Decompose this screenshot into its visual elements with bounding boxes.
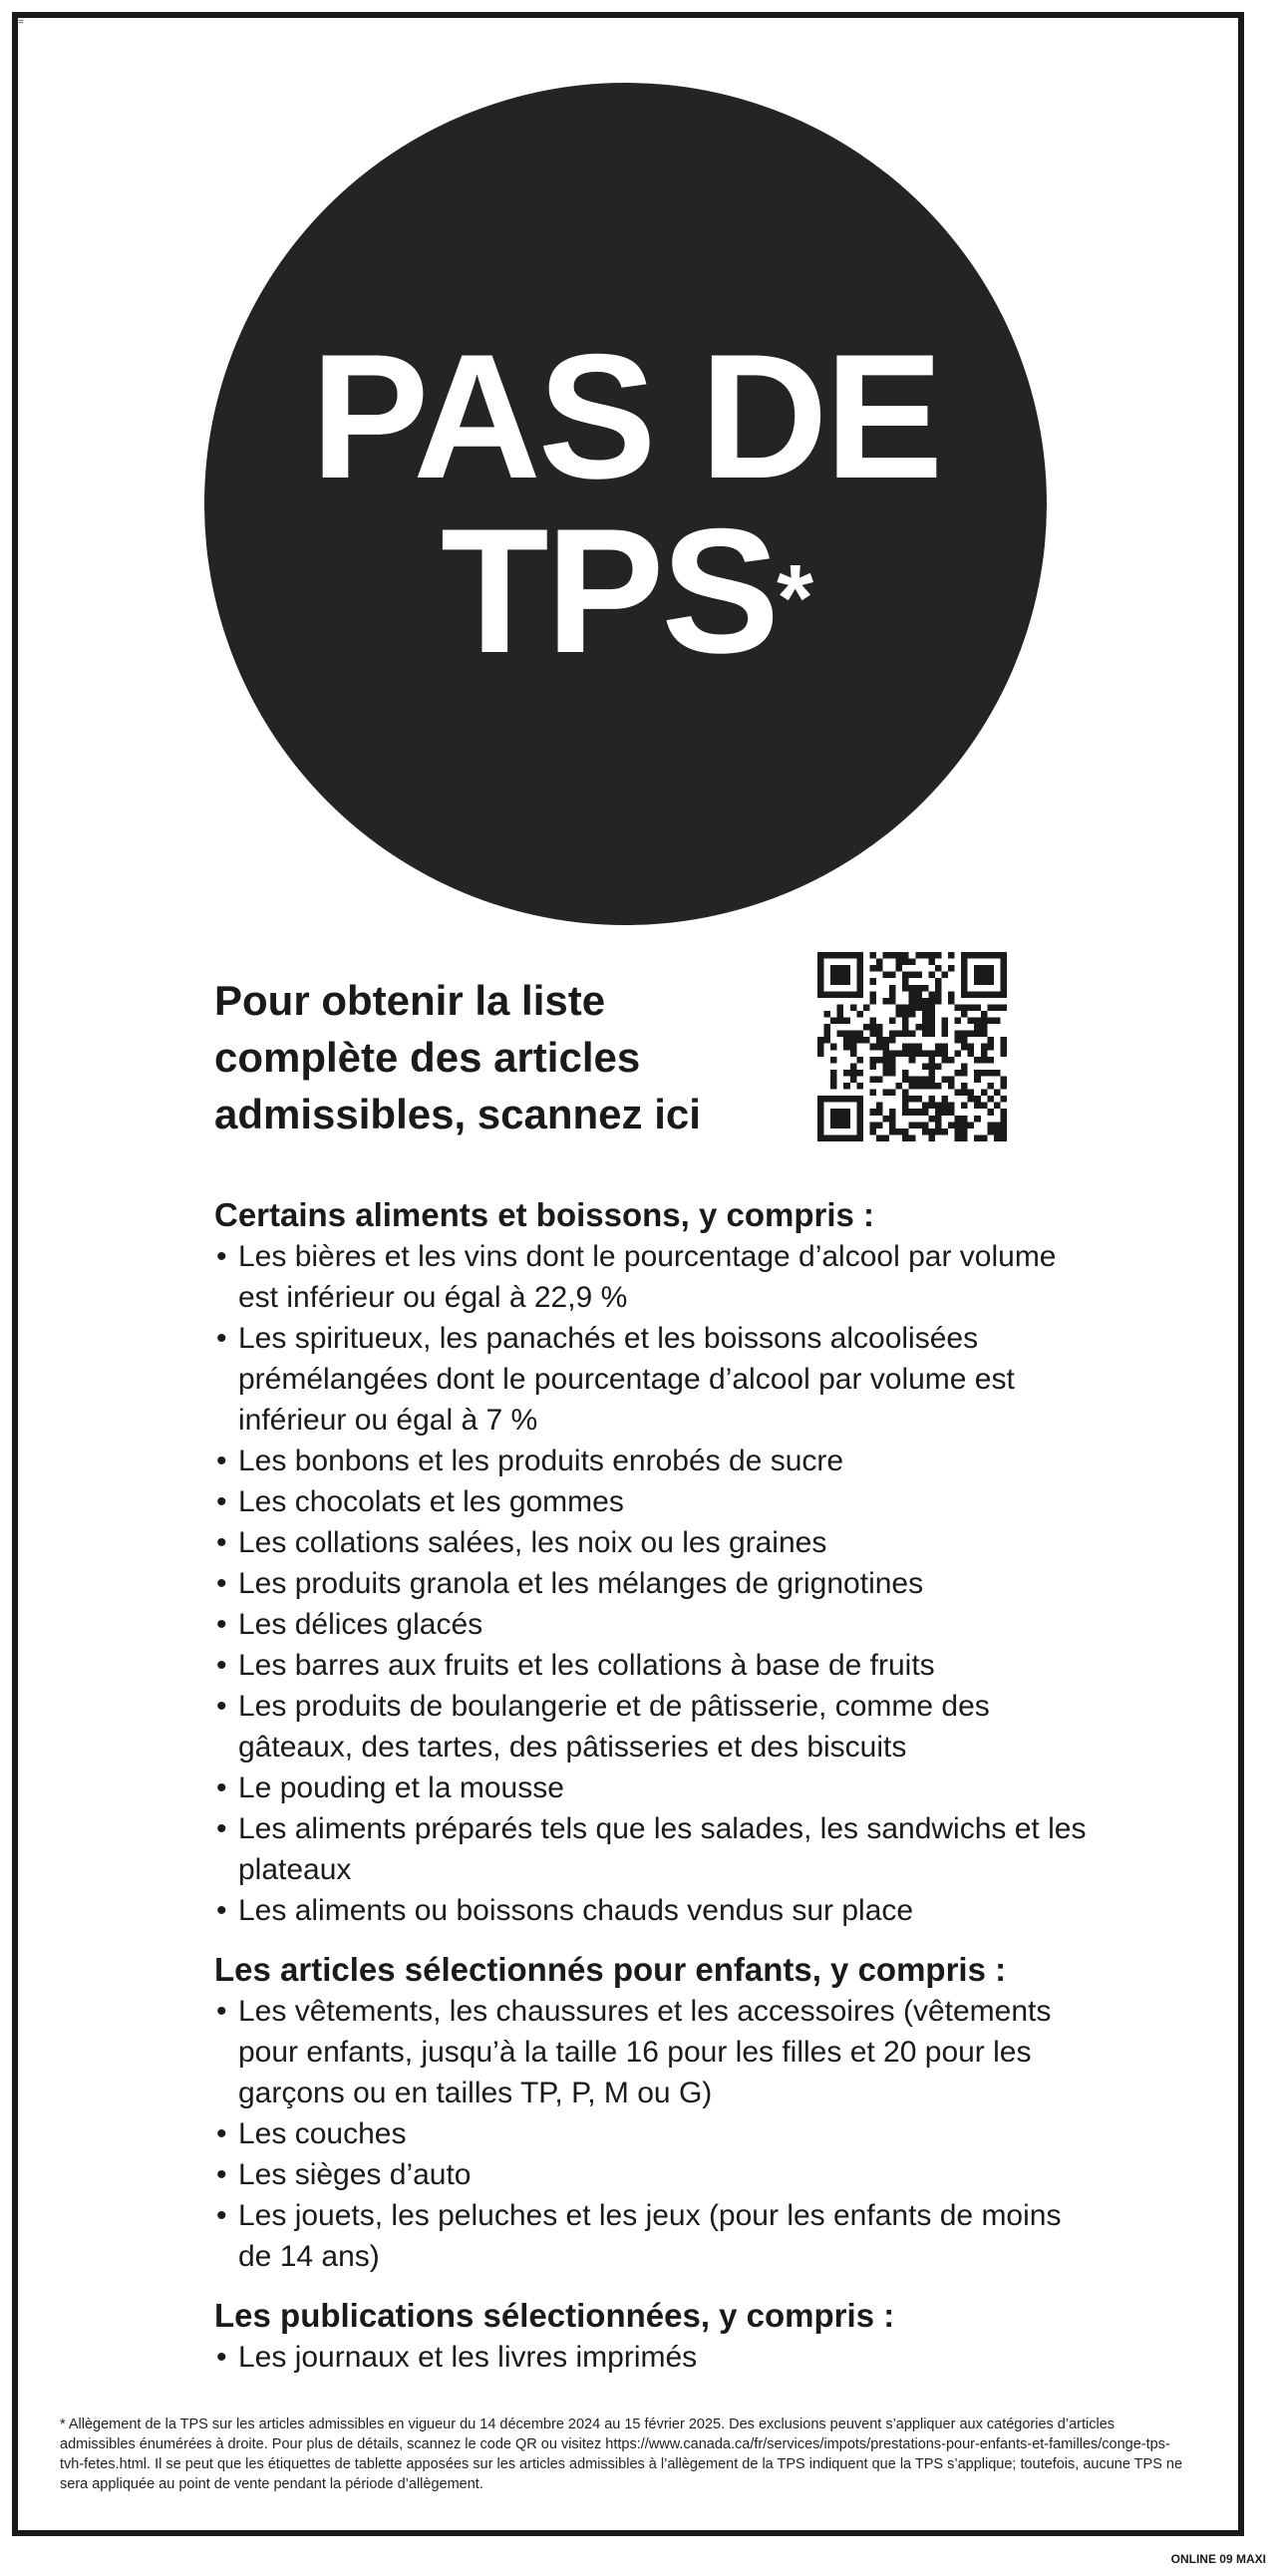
list-item-text: Le pouding et la mousse: [238, 1771, 564, 1804]
list-item: [214, 1522, 1092, 1563]
list-item-text: Les sièges d’auto: [238, 2158, 472, 2191]
list-item-text: Les bières et les vins dont le pourcentage d’alcool par volume est inférieur ou égal à 22,9 %: [238, 1240, 1057, 1314]
list-item-text: Les bonbons et les produits enrobés de sucre: [238, 1445, 844, 1477]
section-3: [214, 2295, 1092, 2378]
bullet-icon: •: [216, 1322, 227, 1355]
list-item: [214, 1604, 1092, 1645]
bullet-icon: •: [216, 1445, 227, 1477]
list-item-text: Les chocolats et les gommes: [238, 1485, 624, 1518]
item-list: [214, 1991, 1092, 2277]
list-item: [214, 1481, 1092, 1522]
headline-asterisk: *: [777, 545, 811, 651]
bullet-icon: •: [216, 1812, 227, 1845]
section-heading: Certains aliments et boissons, y compris :: [214, 1196, 875, 1233]
bullet-icon: •: [216, 1608, 227, 1641]
footnote: * Allègement de la TPS sur les articles admissibles en vigueur du 14 décembre 2024 au 15 février 2025. Des exclusions peuvent s’appliquer aux catégories d’articles admissibles énumérées à droite. Pour plus de détails, scannez le code QR ou visitez https://www.canada.ca/fr/services/impots/prestations-pour-enfants-et-familles/conge-tps-tvh-fetes.html. Il se peut que les étiquettes de tablette apposées sur les articles admissibles à l’allègement de la TPS indiquent que la TPS s’applique; toutefois, aucune TPS ne sera appliquée au point de vente pendant la période d’allègement.: [60, 2416, 1183, 2492]
list-item: [214, 1991, 1092, 2113]
list-item: [214, 1318, 1092, 1441]
scan-prompt: Pour obtenir la liste complète des articles admissibles, scannez ici: [214, 977, 701, 1137]
headline-line-1: PAS DE: [310, 317, 941, 515]
bullet-icon: •: [216, 2158, 227, 2191]
section-heading: Les articles sélectionnés pour enfants, y compris :: [214, 1951, 1007, 1988]
list-item: [214, 2337, 1092, 2378]
bullet-icon: •: [216, 1485, 227, 1518]
bullet-icon: •: [216, 2199, 227, 2232]
list-item: [214, 1236, 1092, 1318]
headline: [204, 317, 1047, 690]
list-item-text: Les spiritueux, les panachés et les boissons alcoolisées prémélangées dont le pourcentage d’alcool par volume est inférieur ou égal à 7 %: [238, 1322, 1015, 1437]
list-item: [214, 1768, 1092, 1808]
corner-mark: =: [18, 17, 24, 28]
bullet-icon: •: [216, 1771, 227, 1804]
headline-tps: TPS: [440, 491, 778, 690]
bullet-icon: •: [216, 1894, 227, 1927]
list-item: [214, 1890, 1092, 1931]
list-item-text: Les aliments préparés tels que les salades, les sandwichs et les plateaux: [238, 1812, 1087, 1886]
bullet-icon: •: [216, 1567, 227, 1600]
list-item: [214, 2154, 1092, 2195]
qr-code-icon[interactable]: [817, 952, 1007, 1141]
section-heading: Les publications sélectionnées, y compris :: [214, 2297, 895, 2334]
list-item-text: Les jouets, les peluches et les jeux (pour les enfants de moins de 14 ans): [238, 2199, 1062, 2273]
list-item-text: Les vêtements, les chaussures et les accessoires (vêtements pour enfants, jusqu’à la taille 16 pour les filles et 20 pour les garçons ou en tailles TP, P, M ou G): [238, 1995, 1052, 2109]
bullet-icon: •: [216, 2117, 227, 2150]
item-list: [214, 2337, 1092, 2378]
section-2: [214, 1949, 1092, 2277]
bullet-icon: •: [216, 1995, 227, 2028]
list-item-text: Les couches: [238, 2117, 407, 2150]
list-item: [214, 1441, 1092, 1481]
item-list: [214, 1236, 1092, 1931]
list-item: [214, 1808, 1092, 1890]
list-item-text: Les délices glacés: [238, 1608, 483, 1641]
qr-code-graphic: [817, 952, 1007, 1141]
list-item-text: Les aliments ou boissons chauds vendus sur place: [238, 1894, 914, 1927]
list-item-text: Les produits de boulangerie et de pâtisserie, comme des gâteaux, des tartes, des pâtisseries et des biscuits: [238, 1690, 990, 1764]
bullet-icon: •: [216, 1649, 227, 1682]
list-item-text: Les produits granola et les mélanges de grignotines: [238, 1567, 924, 1600]
bullet-icon: •: [216, 1690, 227, 1723]
edition-label: ONLINE 09 MAXI: [1170, 2552, 1266, 2566]
bullet-icon: •: [216, 1240, 227, 1273]
list-item: [214, 1563, 1092, 1604]
list-item: [214, 2195, 1092, 2277]
list-item: [214, 1645, 1092, 1686]
list-item-text: Les journaux et les livres imprimés: [238, 2341, 698, 2374]
bullet-icon: •: [216, 2341, 227, 2374]
section-1: [214, 1194, 1092, 1931]
headline-line-2: [204, 491, 1047, 690]
list-item-text: Les collations salées, les noix ou les graines: [238, 1526, 827, 1559]
list-item-text: Les barres aux fruits et les collations à base de fruits: [238, 1649, 935, 1682]
eligible-items-content: [214, 1194, 1092, 2396]
bullet-icon: •: [216, 1526, 227, 1559]
list-item: [214, 1686, 1092, 1768]
list-item: [214, 2113, 1092, 2154]
